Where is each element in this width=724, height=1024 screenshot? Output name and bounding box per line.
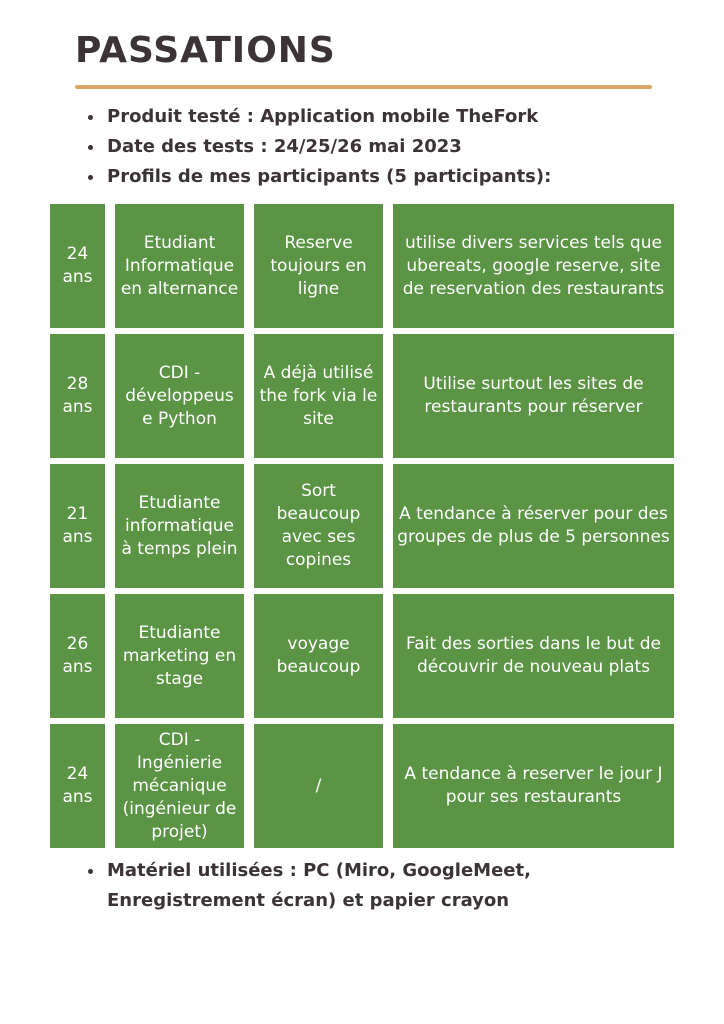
participant-usage: Utilise surtout les sites de restaurants pour réserver [393,334,674,458]
participant-habit: Sort beaucoup avec ses copines [254,464,383,588]
info-item-profiles: • Profils de mes participants (5 participants): [105,162,551,192]
participant-status: CDI - Ingénierie mécanique (ingénieur de projet) [115,724,244,848]
participant-usage: Fait des sorties dans le but de découvrir de nouveau plats [393,594,674,718]
participant-age: 26 ans [50,594,105,718]
participant-age: 28 ans [50,334,105,458]
participant-age: 24 ans [50,724,105,848]
participant-status: Etudiante marketing en stage [115,594,244,718]
participant-habit: / [254,724,383,848]
info-item-product: • Produit testé : Application mobile TheFork [105,102,551,132]
participant-usage: utilise divers services tels que ubereats, google reserve, site de reservation des restaurants [393,204,674,328]
info-list [87,102,551,192]
participant-status: Etudiant Informatique en alternance [115,204,244,328]
participant-age: 24 ans [50,204,105,328]
page-title: PASSATIONS [75,30,336,71]
participant-usage: A tendance à réserver pour des groupes de plus de 5 personnes [393,464,674,588]
participant-age: 21 ans [50,464,105,588]
participant-habit: voyage beaucoup [254,594,383,718]
footer-item-materials: • Matériel utilisées : PC (Miro, GoogleMeet, Enregistrement écran) et papier crayon [105,856,605,916]
participant-status: CDI - développeus e Python [115,334,244,458]
participant-habit: Reserve toujours en ligne [254,204,383,328]
participant-usage: A tendance à reserver le jour J pour ses restaurants [393,724,674,848]
participant-status: Etudiante informatique à temps plein [115,464,244,588]
participant-habit: A déjà utilisé the fork via le site [254,334,383,458]
title-divider [75,85,652,89]
footer-list [87,856,605,916]
info-item-dates: • Date des tests : 24/25/26 mai 2023 [105,132,551,162]
